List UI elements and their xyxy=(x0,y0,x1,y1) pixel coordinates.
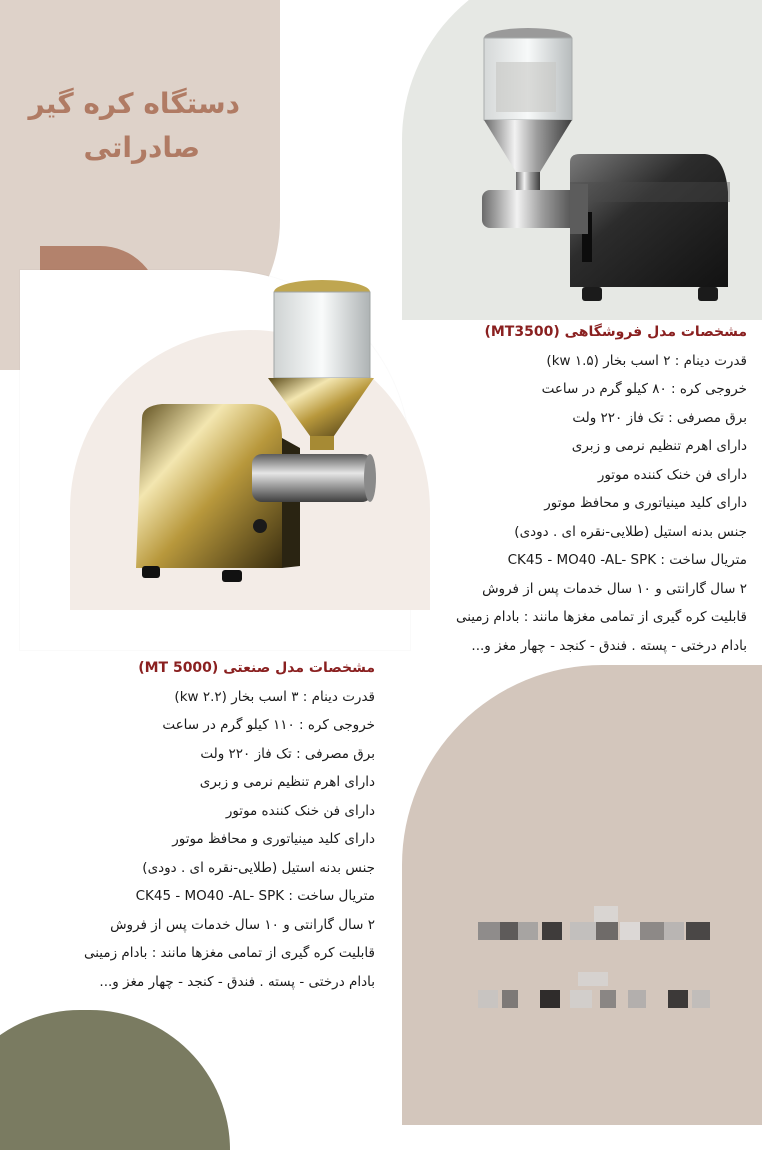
spec-line: قدرت دینام : ۲ اسب بخار (kw ۱.۵) xyxy=(546,352,747,369)
spec-line: برق مصرفی : تک فاز ۲۲۰ ولت xyxy=(200,745,375,762)
spec-line: جنس بدنه استیل (طلایی-نقره ای . دودی) xyxy=(514,523,747,540)
spec-line: متریال ساخت : CK45 - MO40 -AL- SPK xyxy=(135,888,375,904)
spec-line: متریال ساخت : CK45 - MO40 -AL- SPK xyxy=(507,552,747,568)
spec-line: برق مصرفی : تک فاز ۲۲۰ ولت xyxy=(572,409,747,426)
spec-block-mt3500 xyxy=(377,318,747,660)
spec-line: قابلیت کره گیری از تمامی مغزها مانند : بادام زمینی xyxy=(455,609,747,625)
spec-line: دارای کلید مینیاتوری و محافظ موتور xyxy=(544,495,747,511)
spec-line: ۲ سال گارانتی و ۱۰ سال خدمات پس از فروش xyxy=(482,580,747,597)
butter-grinder-silver-icon xyxy=(470,22,740,312)
spec-line: بادام درختی - پسته . فندق - کنجد - چهار مغز و... xyxy=(99,973,375,990)
title-line-2: صادراتی xyxy=(83,131,200,164)
spec-line: جنس بدنه استیل (طلایی-نقره ای . دودی) xyxy=(142,859,375,876)
spec-line: دارای اهرم تنظیم نرمی و زبری xyxy=(199,774,375,790)
page-title xyxy=(0,82,240,170)
spec-line: دارای فن خنک کننده موتور xyxy=(225,802,375,819)
spec-line: خروجی کره : ۱۱۰ کیلو گرم در ساعت xyxy=(162,717,375,733)
spec-line: ۲ سال گارانتی و ۱۰ سال خدمات پس از فروش xyxy=(110,916,375,933)
spec-line: قدرت دینام : ۳ اسب بخار (kw ۲.۲) xyxy=(174,688,375,705)
spec-line: دارای اهرم تنظیم نرمی و زبری xyxy=(571,438,747,454)
spec-line: خروجی کره : ۸۰ کیلو گرم در ساعت xyxy=(541,381,747,397)
spec-line: دارای کلید مینیاتوری و محافظ موتور xyxy=(172,831,375,847)
title-line-1: دستگاه کره گیر xyxy=(28,87,240,120)
spec-heading: مشخصات مدل فروشگاهی (MT3500) xyxy=(484,324,747,340)
spec-line: دارای فن خنک کننده موتور xyxy=(597,466,747,483)
spec-line: قابلیت کره گیری از تمامی مغزها مانند : بادام زمینی xyxy=(83,945,375,961)
butter-grinder-gold-icon xyxy=(132,278,382,588)
spec-heading: مشخصات مدل صنعتی (MT 5000) xyxy=(138,660,375,676)
spec-block-mt5000 xyxy=(15,654,375,996)
bottom-right-beige-panel xyxy=(402,665,762,1125)
bottom-left-olive-shape xyxy=(0,1010,230,1150)
spec-line: بادام درختی - پسته . فندق - کنجد - چهار مغز و... xyxy=(471,637,747,654)
